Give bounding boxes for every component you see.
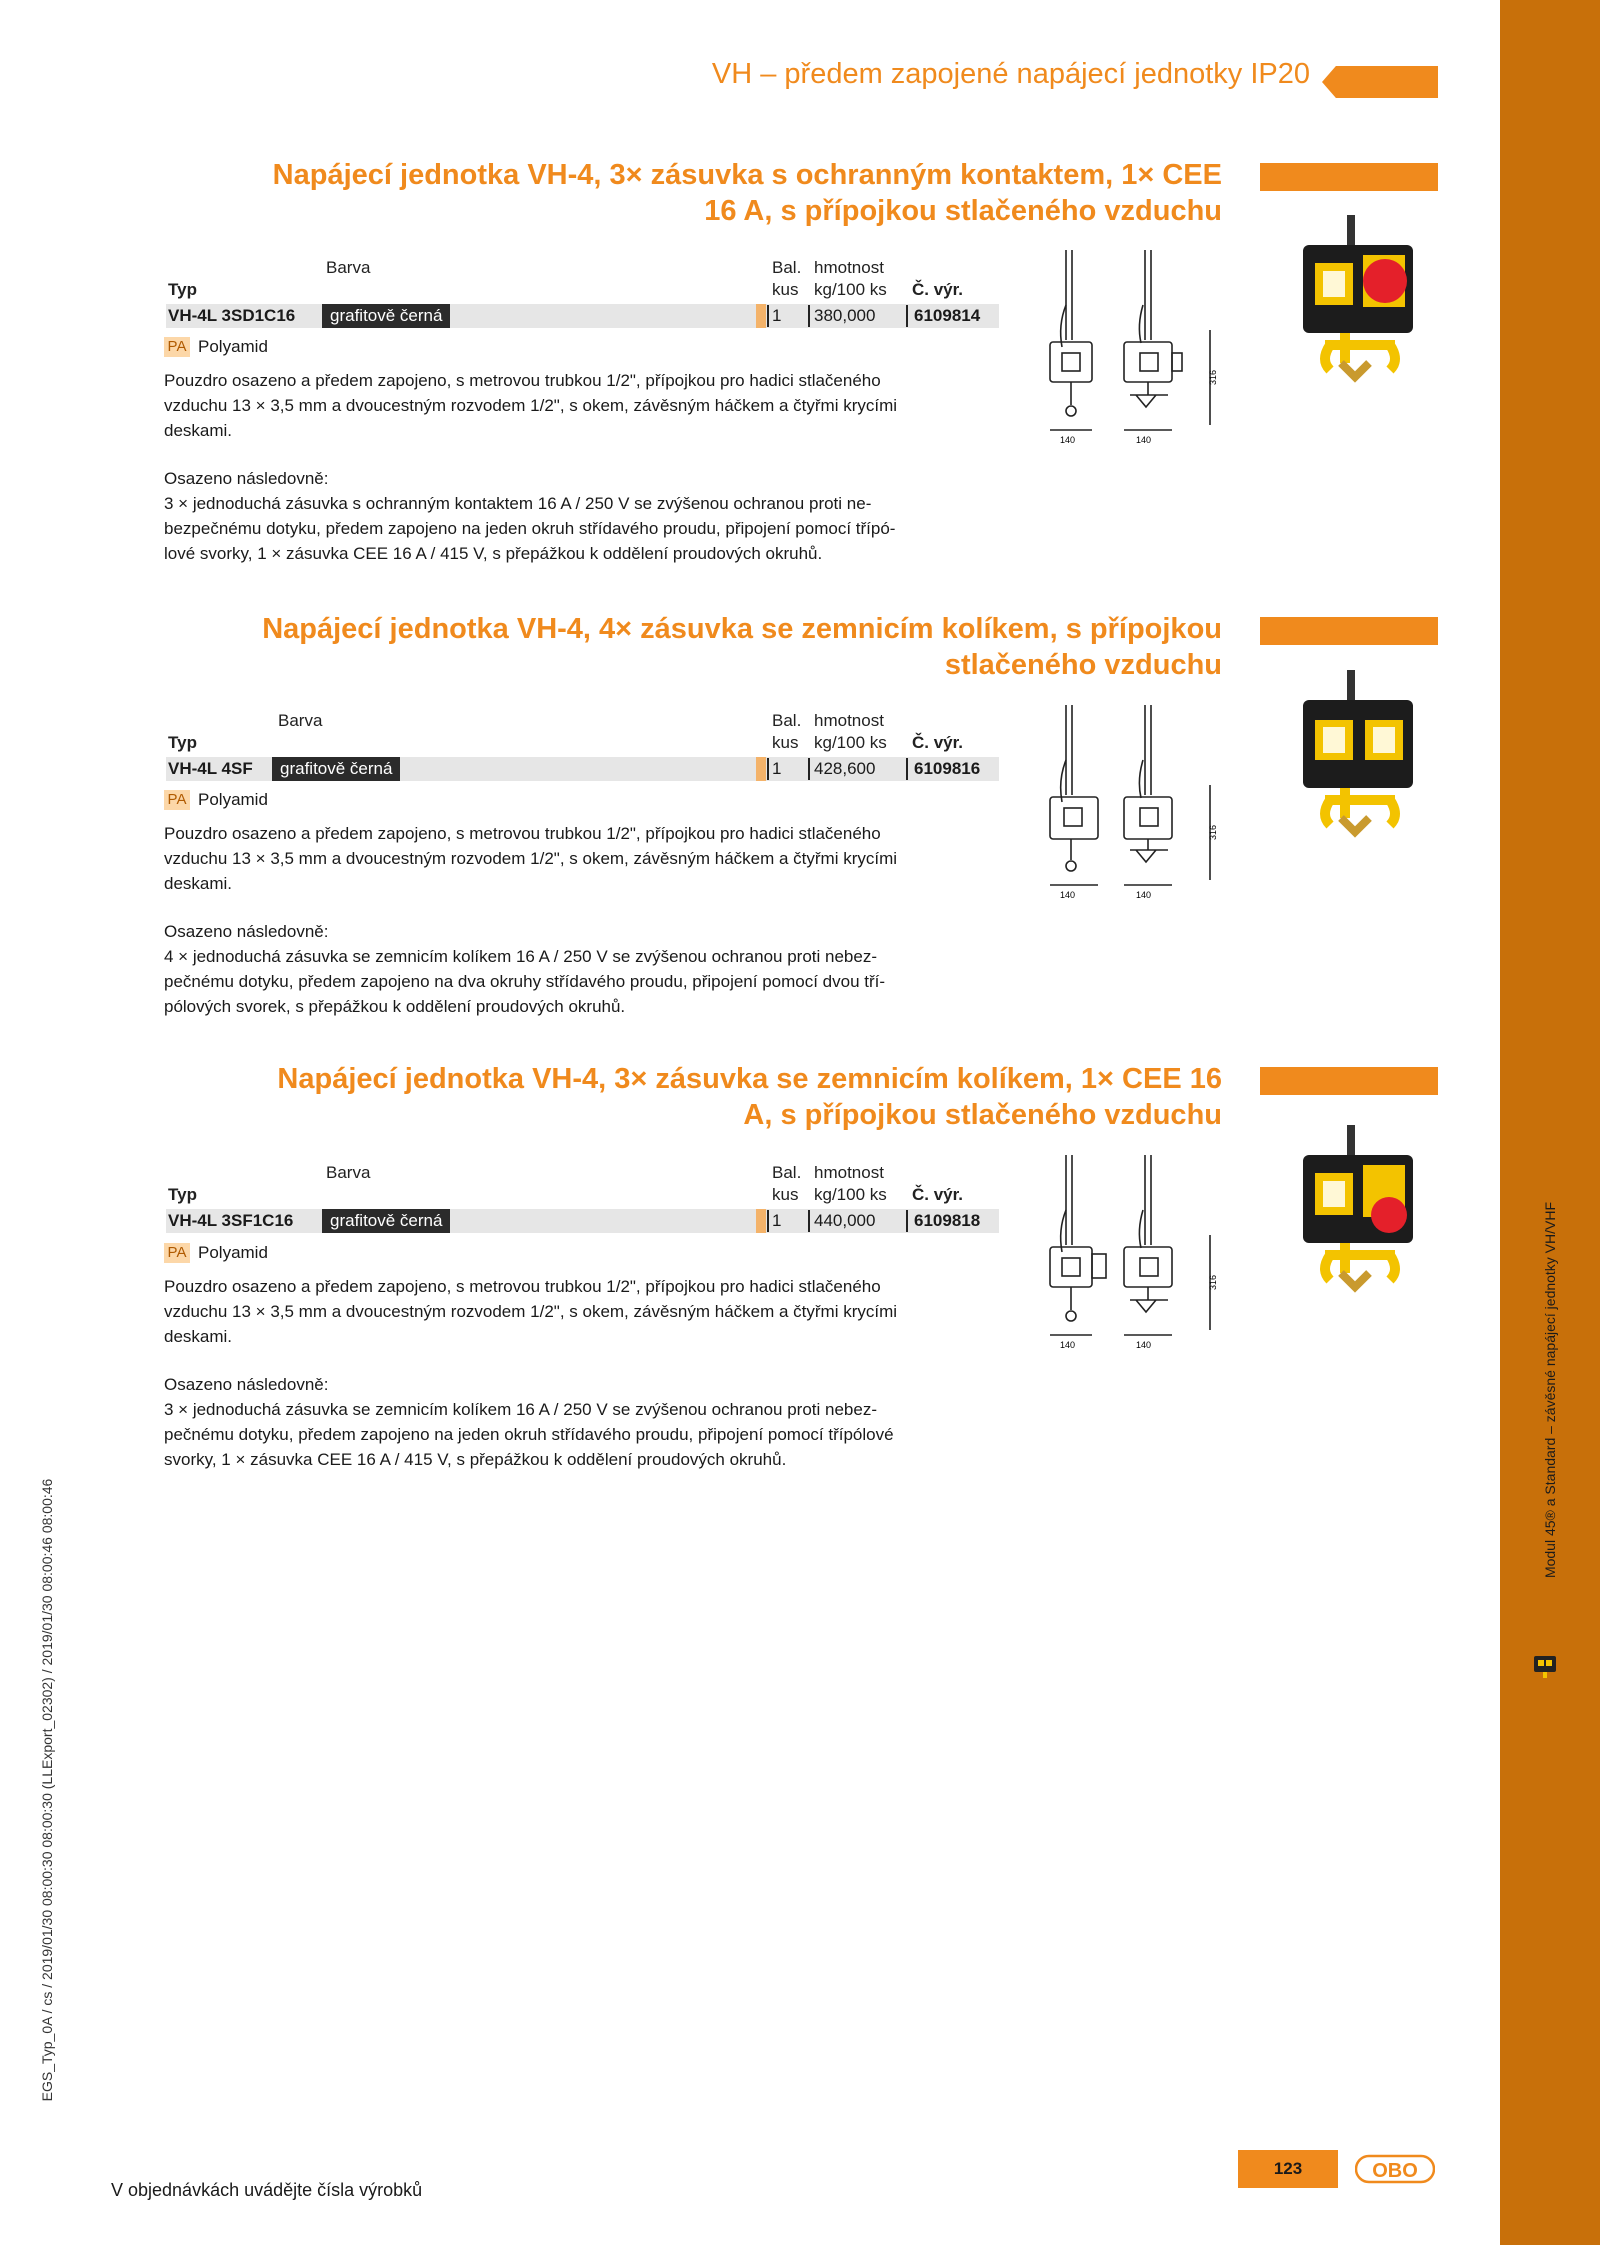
col-header-typ: Typ	[168, 1185, 197, 1204]
row-marker	[756, 1209, 766, 1233]
col-header-hmotnost: hmotnost	[814, 258, 884, 277]
col-header-barva: Barva	[278, 711, 323, 730]
col-header-cvyr: Č. výr.	[912, 1185, 964, 1204]
col-header-cvyr: Č. výr.	[912, 280, 964, 299]
weight-value: 440,000	[814, 1211, 876, 1230]
col-header-kg: kg/100 ks	[814, 280, 887, 299]
dim-width-right: 140	[1136, 890, 1152, 900]
col-header-typ: Typ	[168, 280, 197, 299]
header-tab-marker	[1322, 66, 1438, 98]
dim-height: 316	[1208, 1274, 1218, 1290]
dimension-drawing	[1040, 700, 1225, 905]
material-label: Polyamid	[198, 790, 268, 809]
pack-quantity: 1	[772, 306, 782, 325]
description: Pouzdro osazeno a předem zapojeno, s metrovou trubkou 1/2", přípojkou pro hadici stlačeného vzduchu 13 × 3,5 mm a dvoucestným rozvodem 1/2", s okem, závěsným háčkem a čtyřmi krycími deskami.	[164, 824, 898, 893]
weight-value: 428,600	[814, 759, 876, 778]
article-number: 6109816	[914, 759, 981, 778]
section-title-bar	[1260, 163, 1438, 191]
col-divider	[906, 305, 908, 327]
dimension-drawing	[1040, 1150, 1225, 1355]
col-divider	[767, 758, 769, 780]
obo-logo	[1355, 2152, 1435, 2186]
description: Pouzdro osazeno a předem zapojeno, s metrovou trubkou 1/2", přípojkou pro hadici stlačeného vzduchu 13 × 3,5 mm a dvoucestným rozvodem 1/2", s okem, závěsným háčkem a čtyřmi krycími deskami.	[164, 1277, 898, 1346]
product-photo	[1285, 215, 1435, 405]
description: Pouzdro osazeno a předem zapojeno, s metrovou trubkou 1/2", přípojkou pro hadici stlačeného vzduchu 13 × 3,5 mm a dvoucestným rozvodem 1/2", s okem, závěsným háčkem a čtyřmi krycími deskami.	[164, 371, 898, 440]
section-title-bar	[1260, 1067, 1438, 1095]
product-type: VH-4L 4SF	[168, 759, 253, 778]
dim-height: 316	[1208, 369, 1218, 385]
col-divider	[906, 1210, 908, 1232]
right-sidebar	[1500, 0, 1600, 2245]
sidebar-vertical-text: Modul 45® a Standard – závěsné napájecí jednotky VH/VHF	[1542, 1201, 1558, 1579]
col-header-hmotnost: hmotnost	[814, 711, 884, 730]
color-value: grafitově černá	[322, 1209, 450, 1233]
col-header-kg: kg/100 ks	[814, 733, 887, 752]
product-type: VH-4L 3SD1C16	[168, 306, 296, 325]
power-unit-icon	[1530, 1652, 1562, 1680]
product-type: VH-4L 3SF1C16	[168, 1211, 294, 1230]
dim-width-right: 140	[1136, 435, 1152, 445]
col-header-bal: Bal.	[772, 1163, 802, 1182]
equipment-description: Osazeno následovně: 3 × jednoduchá zásuvka s ochranným kontaktem 16 A / 250 V se zvýšenou ochranou proti ne- bezpečnému dotyku, předem zapojeno na jeden okruh střídavého proudu, připojení pomocí třípó- lové svorky, 1 × zásuvka CEE 16 A / 415 V, s přepážkou k oddělení proudových okruhů.	[164, 469, 896, 563]
col-header-barva: Barva	[326, 258, 371, 277]
col-header-cvyr: Č. výr.	[912, 733, 964, 752]
article-number: 6109818	[914, 1211, 981, 1230]
row-marker	[756, 304, 766, 328]
dim-width-left: 140	[1060, 890, 1076, 900]
pack-quantity: 1	[772, 759, 782, 778]
col-header-kg: kg/100 ks	[814, 1185, 887, 1204]
material-label: Polyamid	[198, 337, 268, 356]
product-photo	[1285, 670, 1435, 860]
material-label: Polyamid	[198, 1243, 268, 1262]
col-header-hmotnost: hmotnost	[814, 1163, 884, 1182]
equipment-description: Osazeno následovně: 4 × jednoduchá zásuvka se zemnicím kolíkem 16 A / 250 V se zvýšenou ochranou proti nebez- pečnému dotyku, předem zapojeno na dva okruhy střídavého proudu, připojení pomocí dvou tří- pólových svorek, s přepážkou k oddělení proudových okruhů.	[164, 922, 886, 1016]
dimension-drawing	[1040, 245, 1225, 450]
col-divider	[808, 1210, 810, 1232]
col-header-kus: kus	[772, 733, 799, 752]
product-photo	[1285, 1125, 1435, 1315]
col-header-kus: kus	[772, 280, 799, 299]
material-badge: PA	[164, 337, 190, 357]
dim-width-left: 140	[1060, 1340, 1076, 1350]
material-badge: PA	[164, 1243, 190, 1263]
col-header-kus: kus	[772, 1185, 799, 1204]
material-badge: PA	[164, 790, 190, 810]
col-header-typ: Typ	[168, 733, 197, 752]
page-header-title: VH – předem zapojené napájecí jednotky IP20	[711, 58, 1310, 90]
pack-quantity: 1	[772, 1211, 782, 1230]
page-number: 123	[1238, 2150, 1338, 2188]
section-title: Napájecí jednotka VH-4, 4× zásuvka se zemnicím kolíkem, s přípojkou stlačeného vzduchu	[262, 613, 1222, 681]
col-divider	[906, 758, 908, 780]
section-title: Napájecí jednotka VH-4, 3× zásuvka s ochranným kontaktem, 1× CEE 16 A, s přípojkou stlačeného vzduchu	[272, 159, 1222, 227]
article-number: 6109814	[914, 306, 981, 325]
row-marker	[756, 757, 766, 781]
footer-note: V objednávkách uvádějte čísla výrobků	[111, 2180, 423, 2200]
svg-text:OBO: OBO	[1372, 2160, 1418, 2182]
equipment-description: Osazeno následovně: 3 × jednoduchá zásuvka se zemnicím kolíkem 16 A / 250 V se zvýšenou ochranou proti nebez- pečnému dotyku, předem zapojeno na jeden okruh střídavého proudu, připojení pomocí třípólové svorky, 1 × zásuvka CEE 16 A / 415 V, s přepážkou k oddělení proudových okruhů.	[164, 1375, 894, 1469]
col-header-barva: Barva	[326, 1163, 371, 1182]
col-divider	[767, 305, 769, 327]
color-value: grafitově černá	[272, 757, 400, 781]
dim-width-left: 140	[1060, 435, 1076, 445]
col-divider	[808, 758, 810, 780]
col-header-bal: Bal.	[772, 711, 802, 730]
margin-export-info: EGS_Typ_0A / cs / 2019/01/30 08:00:30 08:00:30 (LLExport_02302) / 2019/01/30 08:00:46 08:00:46	[39, 1478, 55, 2102]
dim-width-right: 140	[1136, 1340, 1152, 1350]
col-header-bal: Bal.	[772, 258, 802, 277]
section-title: Napájecí jednotka VH-4, 3× zásuvka se zemnicím kolíkem, 1× CEE 16 A, s přípojkou stlačeného vzduchu	[277, 1063, 1222, 1131]
dim-height: 316	[1208, 824, 1218, 840]
color-value: grafitově černá	[322, 304, 450, 328]
section-title-bar	[1260, 617, 1438, 645]
weight-value: 380,000	[814, 306, 876, 325]
col-divider	[767, 1210, 769, 1232]
col-divider	[808, 305, 810, 327]
